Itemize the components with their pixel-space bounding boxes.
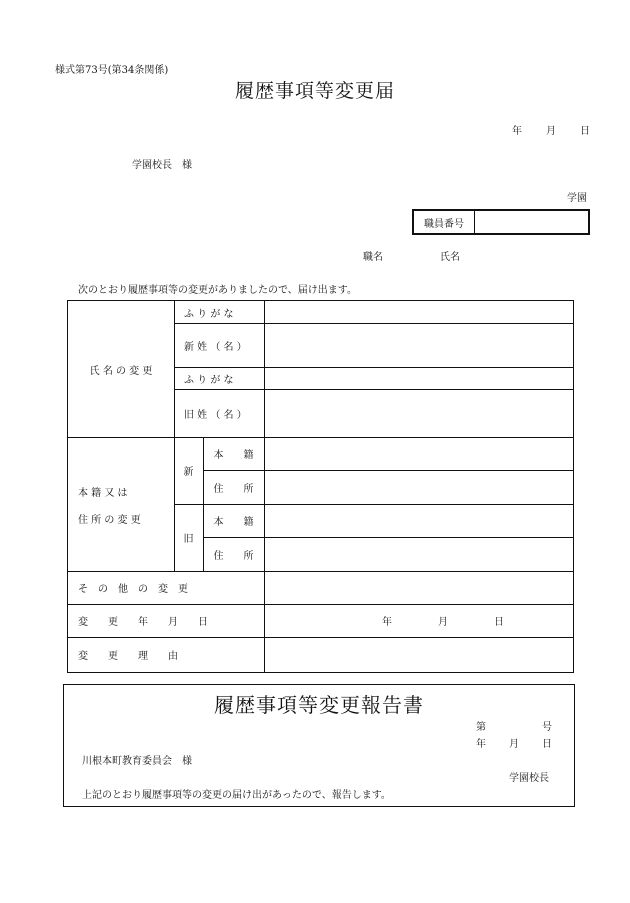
furigana-label: ふ り が な xyxy=(184,374,234,386)
old-label: 旧 xyxy=(183,534,194,545)
report-addressee: 川根本町教育委員会 様 xyxy=(82,756,192,767)
new-label: 新 xyxy=(183,467,194,478)
school-label: 学園 xyxy=(567,193,587,204)
honseki-new-label: 本 籍 xyxy=(213,450,254,461)
other-change-label: そ の 他 の 変 更 xyxy=(78,584,188,595)
old-surname-field[interactable] xyxy=(265,390,573,437)
honseki-old-field[interactable] xyxy=(265,505,573,537)
employee-number-box xyxy=(412,209,590,235)
address-section-label-line2: 住 所 の 変 更 xyxy=(78,514,141,526)
report-date-year: 年 xyxy=(476,739,486,750)
date-month-label: 月 xyxy=(546,126,556,137)
furigana-new-field[interactable] xyxy=(265,301,573,323)
other-change-field[interactable] xyxy=(265,572,573,604)
name-label: 氏名 xyxy=(440,252,460,263)
new-surname-label: 新 姓 （ 名 ） xyxy=(184,341,247,353)
report-date-day: 日 xyxy=(542,739,552,750)
address-section-label-line1: 本 籍 又 は xyxy=(78,487,128,499)
change-date-label: 変 更 年 月 日 xyxy=(78,617,208,628)
change-table xyxy=(67,300,574,673)
name-change-section-label: 氏 名 の 変 更 xyxy=(89,365,153,377)
employee-number-field[interactable] xyxy=(475,211,588,233)
honseki-old-label: 本 籍 xyxy=(213,517,254,528)
change-date-year: 年 xyxy=(382,617,392,628)
report-number-suffix: 号 xyxy=(542,722,552,733)
report-body: 上記のとおり履歴事項等の変更の届け出があったので、報告します。 xyxy=(82,790,391,801)
reason-label: 変 更 理 由 xyxy=(78,651,178,662)
furigana-old-field[interactable] xyxy=(265,368,573,389)
honseki-new-field[interactable] xyxy=(265,438,573,470)
jusho-new-field[interactable] xyxy=(265,471,573,504)
change-date-month: 月 xyxy=(438,617,448,628)
report-number-prefix: 第 xyxy=(476,722,486,733)
addressee: 学園校長 様 xyxy=(132,160,192,171)
report-sender: 学園校長 xyxy=(509,773,549,784)
form-title: 履歴事項等変更届 xyxy=(234,80,395,102)
report-section xyxy=(63,684,575,807)
employee-number-label: 職員番号 xyxy=(414,211,475,233)
date-year-label: 年 xyxy=(512,126,522,137)
report-date-month: 月 xyxy=(509,739,519,750)
form-number: 様式第73号(第34条関係) xyxy=(55,65,169,76)
intro-text: 次のとおり履歴事項等の変更がありましたので、届け出ます。 xyxy=(78,285,357,296)
report-title: 履歴事項等変更報告書 xyxy=(214,693,424,717)
change-date-day: 日 xyxy=(494,617,504,628)
jusho-old-label: 住 所 xyxy=(213,550,254,562)
new-surname-field[interactable] xyxy=(265,324,573,367)
jusho-old-field[interactable] xyxy=(265,538,573,571)
date-day-label: 日 xyxy=(580,126,590,137)
jusho-new-label: 住 所 xyxy=(213,483,254,495)
reason-field[interactable] xyxy=(265,638,573,672)
old-surname-label: 旧 姓 （ 名 ） xyxy=(184,409,247,421)
furigana-label: ふ り が な xyxy=(184,308,234,320)
job-title-label: 職名 xyxy=(363,252,383,263)
